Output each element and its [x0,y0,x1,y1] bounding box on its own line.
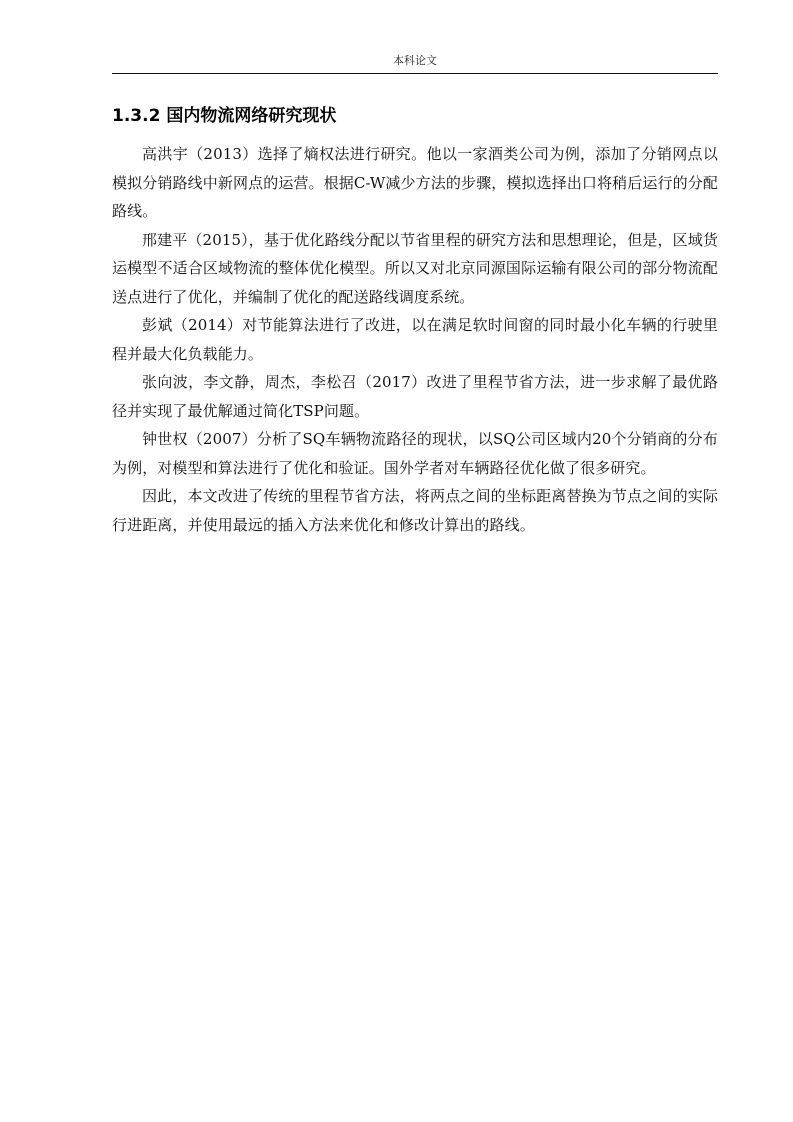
paragraph-zhong-shiquan: 钟世权（2007）分析了SQ车辆物流路径的现状，以SQ公司区域内20个分销商的分布为例，对模型和算法进行了优化和验证。国外学者对车辆路径优化做了很多研究。 [112,430,718,477]
paragraph-gao-hongyu: 高洪宇（2013）选择了熵权法进行研究。他以一家酒类公司为例，添加了分销网点以模拟分销路线中新网点的运营。根据C-W减少方法的步骤，模拟选择出口将稍后运行的分配路线。 [112,145,718,220]
section-heading: 1.3.2 国内物流网络研究现状 [112,106,337,126]
paragraph-conclusion: 因此，本文改进了传统的里程节省方法，将两点之间的坐标距离替换为节点之间的实际行进距离，并使用最远的插入方法来优化和修改计算出的路线。 [112,487,718,534]
paragraph-zhang-xiangbo: 张向波，李文静，周杰，李松召（2017）改进了里程节省方法，进一步求解了最优路径并实现了最优解通过简化TSP问题。 [112,373,718,420]
header-rule [112,73,718,74]
body-text [112,140,718,539]
paragraph-xing-jianping: 邢建平（2015），基于优化路线分配以节省里程的研究方法和思想理论，但是，区域货运模型不适合区域物流的整体优化模型。所以又对北京同源国际运输有限公司的部分物流配送点进行了优化，并编制了优化的配送路线调度系统。 [112,230,718,306]
paragraph-peng-bin: 彭斌（2014）对节能算法进行了改进，以在满足软时间窗的同时最小化车辆的行驶里程并最大化负载能力。 [112,316,718,363]
running-header: 本科论文 [393,54,437,67]
